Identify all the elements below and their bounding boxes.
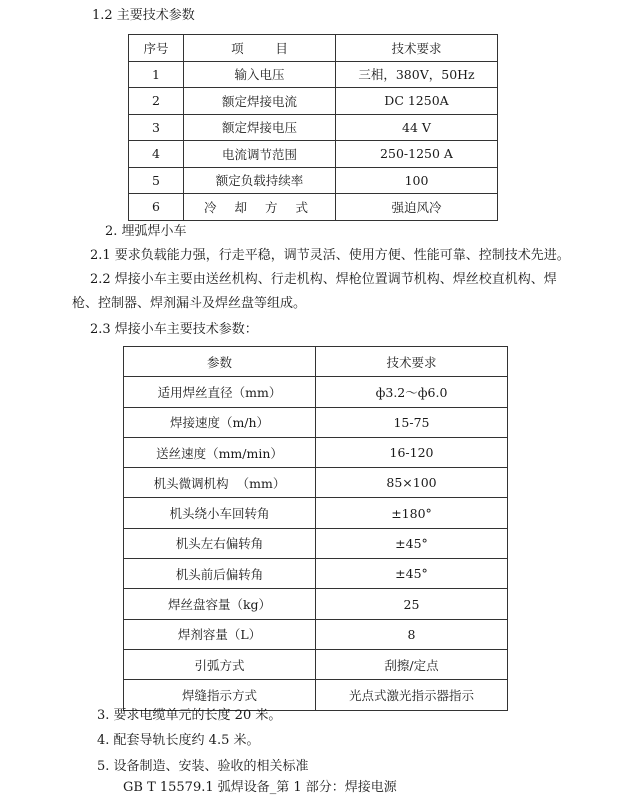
table-row — [124, 437, 508, 467]
paragraph-2-2-line1: 2.2 焊接小车主要由送丝机构、行走机构、焊枪位置调节机构、焊丝校直机构、焊 — [90, 272, 557, 287]
table-row — [124, 468, 508, 498]
table-cell: 机头左右偏转角 — [124, 528, 316, 558]
table-cell: 机头绕小车回转角 — [124, 498, 316, 528]
item-5: 5. 设备制造、安装、验收的相关标准 — [97, 759, 309, 774]
table-cell: 焊丝盘容量（kg） — [124, 589, 316, 619]
table-cell: 8 — [316, 619, 508, 649]
table-cell: 1 — [129, 61, 184, 88]
table-cell: 冷 却 方 式 — [184, 194, 336, 221]
table-row — [124, 589, 508, 619]
paragraph-2-1: 2.1 要求负载能力强，行走平稳，调节灵活、使用方便、性能可靠、控制技术先进。 — [90, 248, 570, 263]
standard-reference: GB T 15579.1 弧焊设备_第 1 部分：焊接电源 — [123, 780, 397, 795]
table-cell: 额定焊接电压 — [184, 114, 336, 141]
table-row — [129, 194, 498, 221]
table-cell: 机头微调机构 （mm） — [124, 468, 316, 498]
table-cell: 引弧方式 — [124, 649, 316, 679]
table-header-row — [124, 347, 508, 377]
item-3: 3. 要求电缆单元的长度 20 米。 — [97, 708, 282, 723]
table-cell: 额定焊接电流 — [184, 88, 336, 115]
table-row — [124, 559, 508, 589]
table-cell: 强迫风冷 — [336, 194, 498, 221]
paragraph-2-2-line2: 枪、控制器、焊剂漏斗及焊丝盘等组成。 — [72, 296, 307, 311]
table-cell: ±180° — [316, 498, 508, 528]
table-cell: 25 — [316, 589, 508, 619]
item-4: 4. 配套导轨长度约 4.5 米。 — [97, 733, 260, 748]
table-cell: 4 — [129, 141, 184, 168]
table-cell: 250-1250 A — [336, 141, 498, 168]
table-cell: ±45° — [316, 528, 508, 558]
table-row — [124, 407, 508, 437]
table-header-row — [129, 35, 498, 62]
table-cell: 2 — [129, 88, 184, 115]
table-cell: ±45° — [316, 559, 508, 589]
table-row — [124, 377, 508, 407]
table-cell: 3 — [129, 114, 184, 141]
header-cell: 序号 — [129, 35, 184, 62]
header-cell: 技术要求 — [316, 347, 508, 377]
table-cell: 电流调节范围 — [184, 141, 336, 168]
table-cell: DC 1250A — [336, 88, 498, 115]
main-parameters-table — [128, 34, 498, 221]
section-heading-1-2: 1.2 主要技术参数 — [92, 8, 195, 23]
table-cell: 输入电压 — [184, 61, 336, 88]
table-cell: 44 V — [336, 114, 498, 141]
table-cell: 焊缝指示方式 — [124, 680, 316, 710]
table-cell: 5 — [129, 167, 184, 194]
table-row — [129, 141, 498, 168]
header-cell: 技术要求 — [336, 35, 498, 62]
table-row — [129, 167, 498, 194]
table-cell: 100 — [336, 167, 498, 194]
header-cell: 项 目 — [184, 35, 336, 62]
table-cell: 15-75 — [316, 407, 508, 437]
table-cell: 送丝速度（mm/min） — [124, 437, 316, 467]
section-title-2: 2. 埋弧焊小车 — [105, 224, 187, 239]
table-cell: 适用焊丝直径（mm） — [124, 377, 316, 407]
table-row — [124, 649, 508, 679]
table-cell: 机头前后偏转角 — [124, 559, 316, 589]
header-cell: 参数 — [124, 347, 316, 377]
table-row — [129, 61, 498, 88]
table-cell: 85×100 — [316, 468, 508, 498]
table-cell: 三相，380V，50Hz — [336, 61, 498, 88]
table-cell: 刮擦/定点 — [316, 649, 508, 679]
table-row — [129, 88, 498, 115]
table-cell: 焊接速度（m/h） — [124, 407, 316, 437]
table-cell: 光点式激光指示器指示 — [316, 680, 508, 710]
table-cell: 6 — [129, 194, 184, 221]
cart-parameters-table — [123, 346, 508, 711]
table-row — [124, 498, 508, 528]
table-cell: 额定负载持续率 — [184, 167, 336, 194]
table-cell: 焊剂容量（L） — [124, 619, 316, 649]
table-row — [129, 114, 498, 141]
table-row — [124, 528, 508, 558]
table-cell: 16-120 — [316, 437, 508, 467]
paragraph-2-3: 2.3 焊接小车主要技术参数： — [90, 322, 258, 337]
table-cell: ф3.2～ф6.0 — [316, 377, 508, 407]
table-row — [124, 619, 508, 649]
